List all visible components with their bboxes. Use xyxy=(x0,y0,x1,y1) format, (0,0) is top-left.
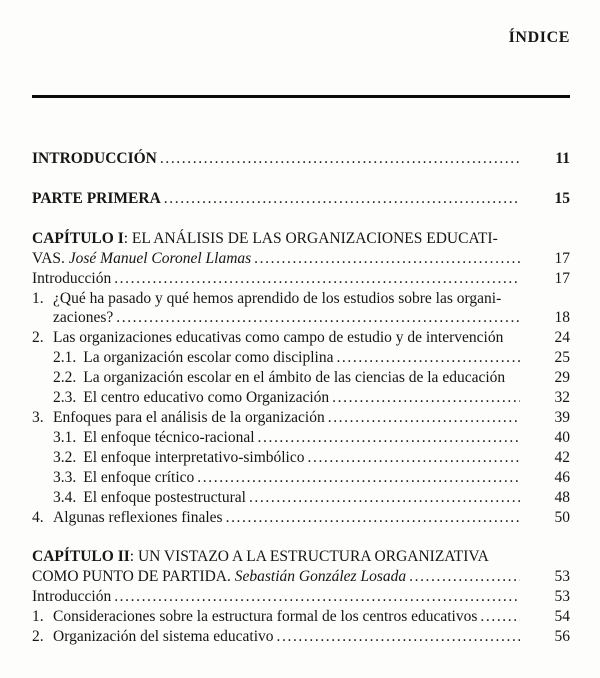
leader-dots xyxy=(160,149,520,169)
page-number: 53 xyxy=(554,568,570,586)
toc-row xyxy=(32,368,570,388)
toc-entry-text xyxy=(53,408,325,428)
toc-entry-number: 1. xyxy=(32,608,44,626)
toc-entry-text xyxy=(53,308,113,328)
toc-entry-number: 2. xyxy=(32,628,44,646)
toc-entry-text xyxy=(32,547,489,567)
toc-row xyxy=(32,428,570,448)
toc-entry-text xyxy=(32,567,406,587)
toc-entry-number: 3.3. xyxy=(53,468,77,486)
toc-row xyxy=(32,468,570,488)
toc-entry-segment: Consideraciones sobre la estructura formal de los centros educativos xyxy=(53,608,478,626)
toc-entry-text xyxy=(53,627,274,647)
toc-entry-number: 2. xyxy=(32,329,44,347)
leader-dots xyxy=(226,508,520,528)
toc-entry-text xyxy=(83,428,254,448)
toc-entry-segment: El enfoque interpretativo-simbólico xyxy=(83,448,305,466)
leader-dots xyxy=(254,249,520,269)
toc-entry-segment: CAPÍTULO II xyxy=(32,548,130,566)
toc-row xyxy=(32,587,570,607)
toc-entry-segment: El enfoque técnico-racional xyxy=(83,428,255,446)
leader-dots xyxy=(308,448,521,468)
page-number: 53 xyxy=(554,588,570,606)
page-number: 32 xyxy=(554,389,570,407)
toc-entry-text xyxy=(32,189,161,209)
toc-entry-segment: COMO PUNTO DE PARTIDA. xyxy=(32,568,235,586)
toc-entry-text xyxy=(32,249,251,269)
page-number: 42 xyxy=(554,448,570,466)
toc-entry-text xyxy=(83,368,505,388)
page-number: 17 xyxy=(554,249,570,267)
page-number: 15 xyxy=(554,189,570,207)
toc-entry-number: 2.2. xyxy=(53,369,77,387)
toc-entry-number: 3.2. xyxy=(53,448,77,466)
leader-dots xyxy=(249,488,520,508)
toc-entry-segment: Organización del sistema educativo xyxy=(53,628,274,646)
leader-dots xyxy=(328,408,520,428)
page-number: 25 xyxy=(554,349,570,367)
toc-row xyxy=(32,607,570,627)
toc-entry-segment: zaciones? xyxy=(53,309,114,327)
page-number: 24 xyxy=(554,329,570,347)
toc-row xyxy=(32,269,570,289)
toc-entry-text xyxy=(53,289,501,309)
toc-row xyxy=(32,149,570,169)
toc-entry-segment: Las organizaciones educativas como campo de estudio y de intervención xyxy=(53,329,504,347)
leader-dots xyxy=(116,308,520,328)
toc-entry-segment: INTRODUCCIÓN xyxy=(32,150,157,167)
toc-row xyxy=(32,308,570,328)
header-rule xyxy=(32,95,570,98)
toc-entry-segment: : UN VISTAZO A LA ESTRUCTURA ORGANIZATIVA xyxy=(129,548,489,566)
page-number: 18 xyxy=(554,309,570,327)
leader-dots xyxy=(480,607,520,627)
page-number: 11 xyxy=(555,150,570,167)
toc-entry-segment: La organización escolar en el ámbito de las ciencias de la educación xyxy=(83,369,506,387)
toc-entry-text xyxy=(32,229,498,249)
leader-dots xyxy=(114,269,520,289)
page-number: 46 xyxy=(554,468,570,486)
toc-entry-text xyxy=(83,468,194,488)
toc-entry-number: 1. xyxy=(32,289,44,307)
toc-row xyxy=(32,229,570,249)
page-number: 56 xyxy=(554,628,570,646)
page-number: 17 xyxy=(554,269,570,287)
toc-row xyxy=(32,388,570,408)
toc-entry-text xyxy=(83,488,246,508)
toc-entry-segment: CAPÍTULO I xyxy=(32,229,124,247)
leader-dots xyxy=(114,587,520,607)
toc-row xyxy=(32,408,570,428)
page-number: 29 xyxy=(554,369,570,387)
toc-entry-segment: El enfoque crítico xyxy=(83,468,195,486)
leader-dots xyxy=(336,348,520,368)
leader-dots xyxy=(332,388,520,408)
page-number: 50 xyxy=(554,508,570,526)
toc-entry-segment: Sebastián González Losada xyxy=(234,568,407,586)
toc-row xyxy=(32,627,570,647)
page-number: 48 xyxy=(554,488,570,506)
toc-row xyxy=(32,508,570,528)
toc-entry-segment: VAS. xyxy=(32,249,69,267)
toc-entry-text xyxy=(83,348,333,368)
page-number: 40 xyxy=(554,428,570,446)
toc-entry-segment: PARTE PRIMERA xyxy=(32,189,161,207)
toc-entry-number: 2.3. xyxy=(53,389,77,407)
toc-entry-segment: : EL ANÁLISIS DE LAS ORGANIZACIONES EDUCATI- xyxy=(123,229,498,247)
leader-dots xyxy=(409,567,520,587)
toc-entry-number: 3.1. xyxy=(53,428,77,446)
toc-entry-segment: ¿Qué ha pasado y qué hemos aprendido de los estudios sobre las organi- xyxy=(53,289,502,307)
toc-row xyxy=(32,189,570,209)
toc-entry-segment: José Manuel Coronel Llamas xyxy=(68,249,252,267)
toc-row xyxy=(32,488,570,508)
toc-entry-segment: La organización escolar como disciplina xyxy=(83,349,334,367)
leader-dots xyxy=(197,468,520,488)
toc-entry-segment: Enfoques para el análisis de la organización xyxy=(53,408,325,426)
toc-entry-text xyxy=(53,607,477,627)
page-number: 39 xyxy=(554,408,570,426)
toc-entry-segment: Algunas reflexiones finales xyxy=(53,508,223,526)
toc-row xyxy=(32,448,570,468)
toc-entry-text xyxy=(32,149,157,169)
toc-entry-text xyxy=(53,328,503,348)
toc-entry-segment: El centro educativo como Organización xyxy=(83,389,330,407)
toc-entry-segment: Introducción xyxy=(32,588,112,606)
toc-row xyxy=(32,289,570,309)
toc-entry-segment: Introducción xyxy=(32,269,112,287)
toc-entry-segment: El enfoque postestructural xyxy=(83,488,246,506)
toc-entry-text xyxy=(32,587,111,607)
toc-entry-number: 2.1. xyxy=(53,349,77,367)
toc-entry-text xyxy=(32,269,111,289)
toc-entry-text xyxy=(83,448,304,468)
toc-row xyxy=(32,348,570,368)
toc-entry-number: 3.4. xyxy=(53,488,77,506)
toc-entry-text xyxy=(53,508,223,528)
page-number: 54 xyxy=(554,608,570,626)
toc-row xyxy=(32,328,570,348)
leader-dots xyxy=(164,189,520,209)
toc-entry-number: 3. xyxy=(32,408,44,426)
table-of-contents xyxy=(32,149,570,647)
toc-entry-number: 4. xyxy=(32,508,44,526)
toc-entry-text xyxy=(83,388,329,408)
page-title: ÍNDICE xyxy=(508,29,570,46)
toc-row xyxy=(32,249,570,269)
toc-row xyxy=(32,547,570,567)
leader-dots xyxy=(277,627,520,647)
toc-row xyxy=(32,567,570,587)
leader-dots xyxy=(258,428,520,448)
